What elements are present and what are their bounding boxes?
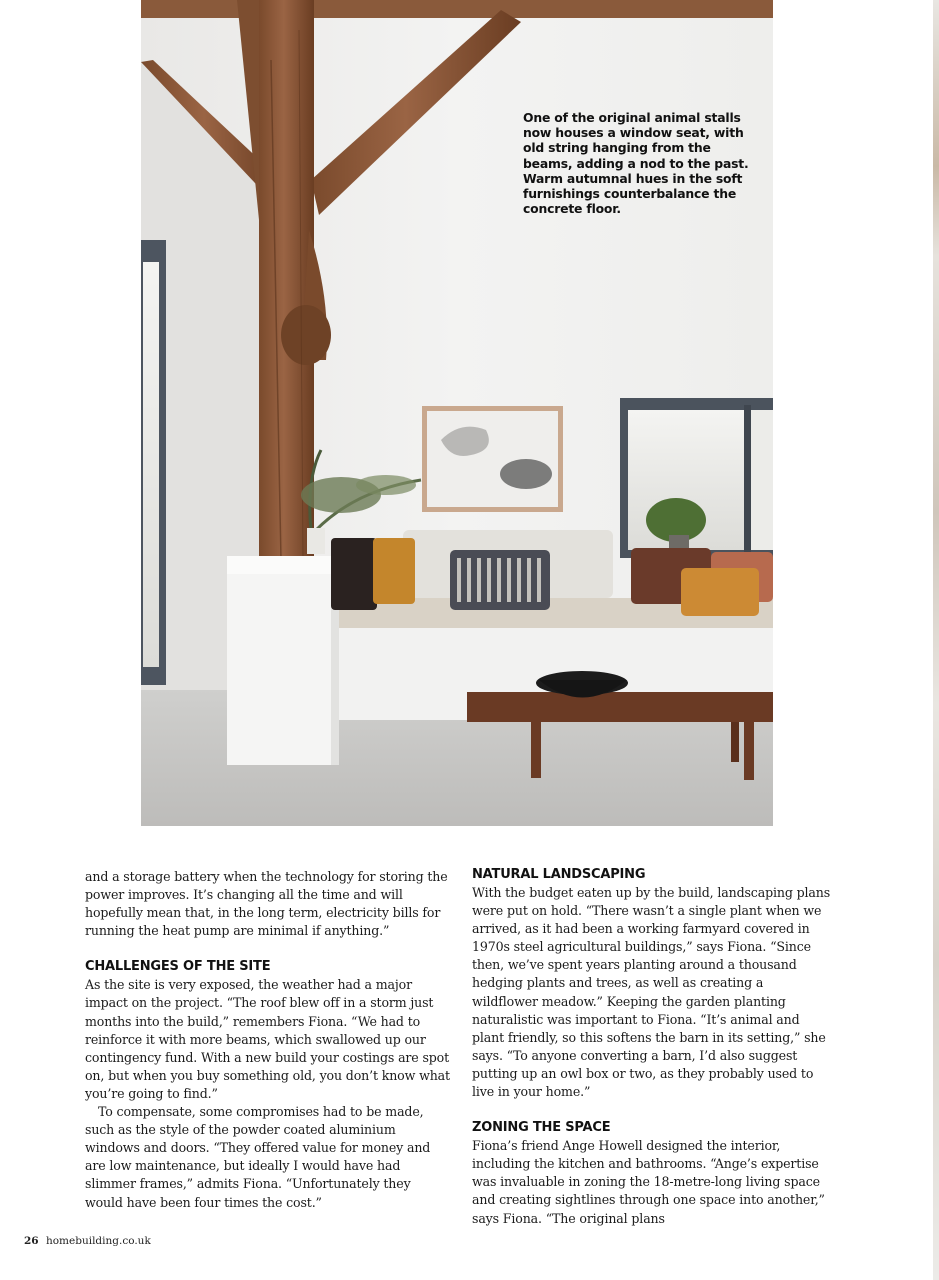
right-paragraph-2: Fiona’s friend Ange Howell designed the interior, including the kitchen and bathrooms. “Ange’s expertise was invaluable in zoning the 18-metre-long living space and creating sightlines through one space into another,” says Fiona. “The original plans [472,1138,825,1226]
section-heading-zoning: ZONING THE SPACE [472,1120,611,1136]
left-paragraph-2: As the site is very exposed, the weather had a major impact on the project. “The roof blew off in a storm just months into the build,” remembers Fiona. “We had to reinforce it with more beams, which swallowed up our contingency fund. With a new build your costings are spot on, but when you buy something old, you don’t know what you’re going to find.” [85,977,450,1101]
right-paragraph-1: With the budget eaten up by the build, landscaping plans were put on hold. “There wasn’t a single plant when we arrived, as it had been a working farmyard covered in 1970s steel agricultural buildings,” says Fiona. “Since then, we’ve spent years planting around a thousand hedging plants and trees, as well as creating a wildflower meadow.” Keeping the garden planting naturalistic was important to Fiona. “It’s animal and plant friendly, so this softens the barn in its setting,” she says. “To anyone converting a barn, I’d also suggest putting up an owl box or two, as they probably used to live in your home.” [472,885,831,1100]
left-window-glass [143,262,159,667]
website-url: homebuilding.co.uk [45,1235,151,1247]
section-heading-challenges: CHALLENGES OF THE SITE [85,959,271,975]
coffee-table-top [467,692,773,722]
beam-joint [281,305,331,365]
hare-sketch-2 [500,459,552,489]
left-paragraph-3: To compensate, some compromises had to be made, such as the style of the powder coated aluminium windows and doors. “They offered value for money and are low maintenance, but ideally I would have had slimmer frames,” admits Fiona. “Unfortunately they would have been four times the cost.” [85,1104,431,1210]
interior-photo [141,0,773,826]
photo-caption: One of the original animal stalls now houses a window seat, with old string hanging from the beams, adding a nod to the past. Warm autumnal hues in the soft furnishings counterbalance the concrete floor. [523,110,749,217]
section-heading-landscaping: NATURAL LANDSCAPING [472,867,646,882]
page-footer [24,1235,151,1247]
mustard-cushion [373,538,415,604]
next-page-edge [933,0,939,1280]
ceiling-beam [141,0,773,18]
artwork-canvas [427,411,558,507]
left-column [85,866,452,1212]
page-number: 26 [24,1235,39,1247]
orange-cushion [681,568,759,616]
left-paragraph-1: and a storage battery when the technology for storing the power improves. It’s changing all the time and will hopefully mean that, in the long term, electricity bills for running the heat pump are minimal if anything.” [85,869,448,939]
right-column [472,866,832,1228]
plinth [227,570,339,765]
dark-cushion [331,538,377,610]
